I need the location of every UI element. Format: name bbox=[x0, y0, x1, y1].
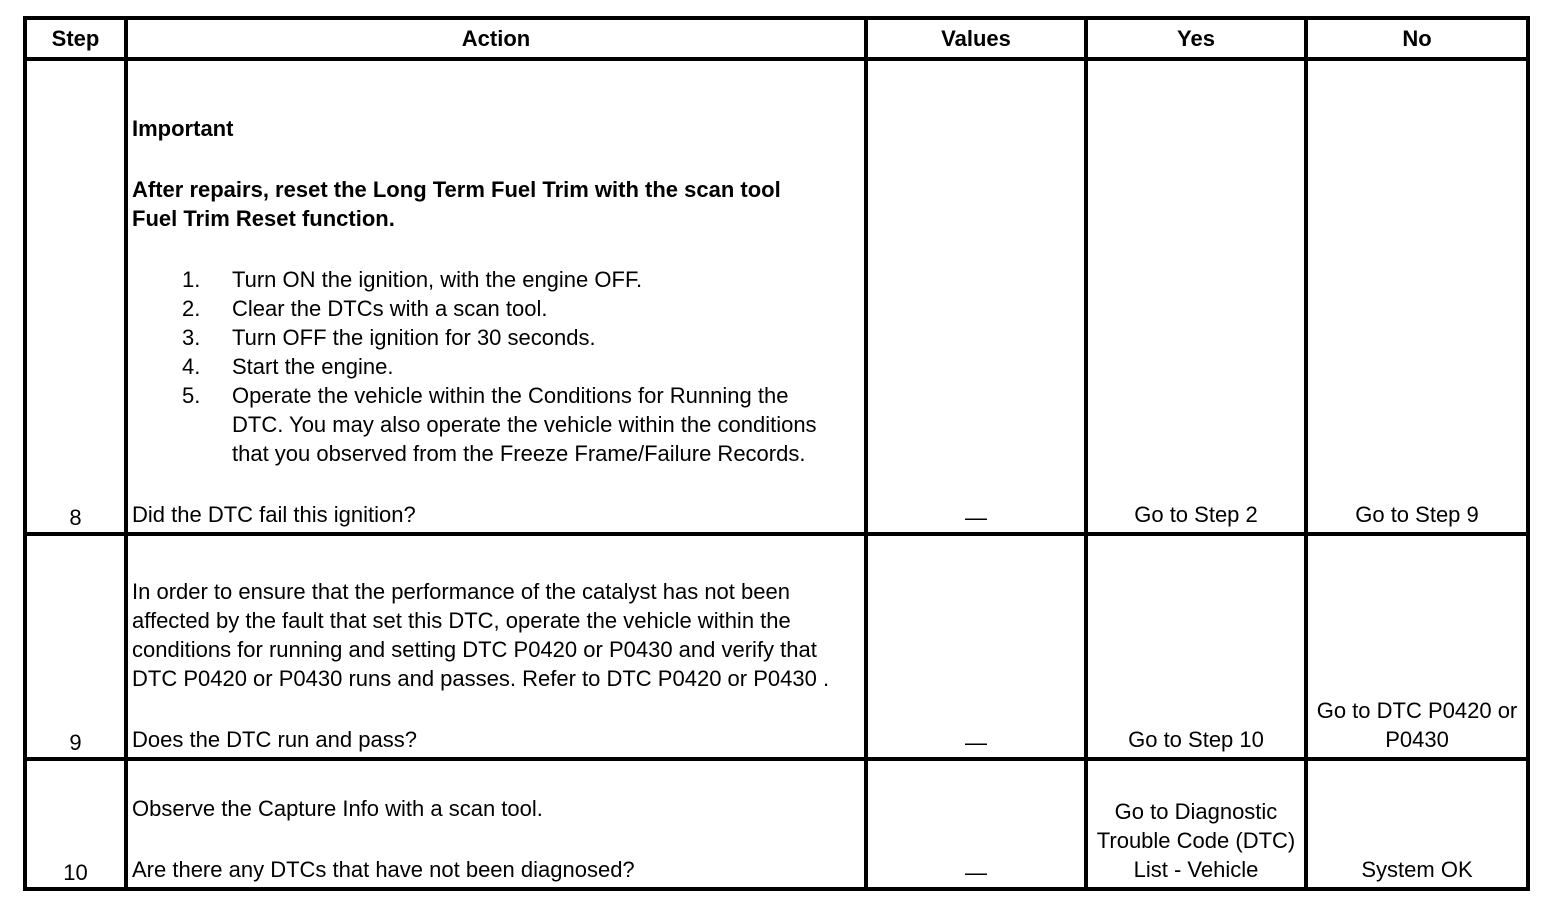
list-item bbox=[132, 352, 860, 381]
header-row bbox=[25, 18, 1528, 59]
values-cell: — bbox=[866, 534, 1086, 759]
action-cell bbox=[126, 759, 866, 889]
values-cell: — bbox=[866, 59, 1086, 534]
list-item bbox=[132, 265, 860, 294]
action-cell bbox=[126, 59, 866, 534]
important-note: After repairs, reset the Long Term Fuel Trim with the scan tool Fuel Trim Reset function. bbox=[132, 177, 781, 231]
list-text: Turn ON the ignition, with the engine OFF. bbox=[232, 267, 643, 292]
list-text: Start the engine. bbox=[232, 354, 394, 379]
question-text: Does the DTC run and pass? bbox=[132, 727, 417, 752]
list-item bbox=[132, 294, 860, 323]
no-cell: Go to DTC P0420 or P0430 bbox=[1306, 534, 1528, 759]
question-text: Are there any DTCs that have not been diagnosed? bbox=[132, 857, 635, 882]
header-yes: Yes bbox=[1086, 18, 1306, 59]
header-no: No bbox=[1306, 18, 1528, 59]
instruction-text: Observe the Capture Info with a scan tool. bbox=[132, 796, 543, 821]
list-number: 5. bbox=[182, 383, 201, 408]
diagnostic-table bbox=[23, 16, 1530, 891]
step-number: 8 bbox=[25, 59, 126, 534]
question-text: Did the DTC fail this ignition? bbox=[132, 502, 416, 527]
yes-cell: Go to Step 2 bbox=[1086, 59, 1306, 534]
instruction-text: In order to ensure that the performance of the catalyst has not been affected by the fault that set this DTC, operate the vehicle within the conditions for running and setting DTC P0420 or P0430 and verify that DTC P0420 or P0430 runs and passes. Refer to DTC P0420 or P0430 . bbox=[132, 579, 830, 691]
list-text: Turn OFF the ignition for 30 seconds. bbox=[232, 325, 596, 350]
list-number: 4. bbox=[182, 354, 201, 379]
list-text: Clear the DTCs with a scan tool. bbox=[232, 296, 548, 321]
values-cell: — bbox=[866, 759, 1086, 889]
header-action: Action bbox=[126, 18, 866, 59]
list-number: 2. bbox=[182, 296, 201, 321]
table-row-step-9 bbox=[25, 534, 1528, 759]
no-cell: Go to Step 9 bbox=[1306, 59, 1528, 534]
table-row-step-10 bbox=[25, 759, 1528, 889]
action-cell bbox=[126, 534, 866, 759]
no-cell: System OK bbox=[1306, 759, 1528, 889]
procedure-list bbox=[132, 265, 860, 468]
header-values: Values bbox=[866, 18, 1086, 59]
list-item bbox=[132, 381, 860, 468]
list-number: 1. bbox=[182, 267, 201, 292]
important-label: Important bbox=[132, 116, 234, 141]
header-step: Step bbox=[25, 18, 126, 59]
yes-cell: Go to Step 10 bbox=[1086, 534, 1306, 759]
step-number: 10 bbox=[25, 759, 126, 889]
step-number: 9 bbox=[25, 534, 126, 759]
list-item bbox=[132, 323, 860, 352]
yes-cell: Go to Diagnostic Trouble Code (DTC) List - Vehicle bbox=[1086, 759, 1306, 889]
table-row-step-8 bbox=[25, 59, 1528, 534]
list-text: Operate the vehicle within the Conditions for Running the DTC. You may also operate the vehicle within the conditions that you observed from the Freeze Frame/Failure Records. bbox=[232, 383, 817, 466]
list-number: 3. bbox=[182, 325, 201, 350]
